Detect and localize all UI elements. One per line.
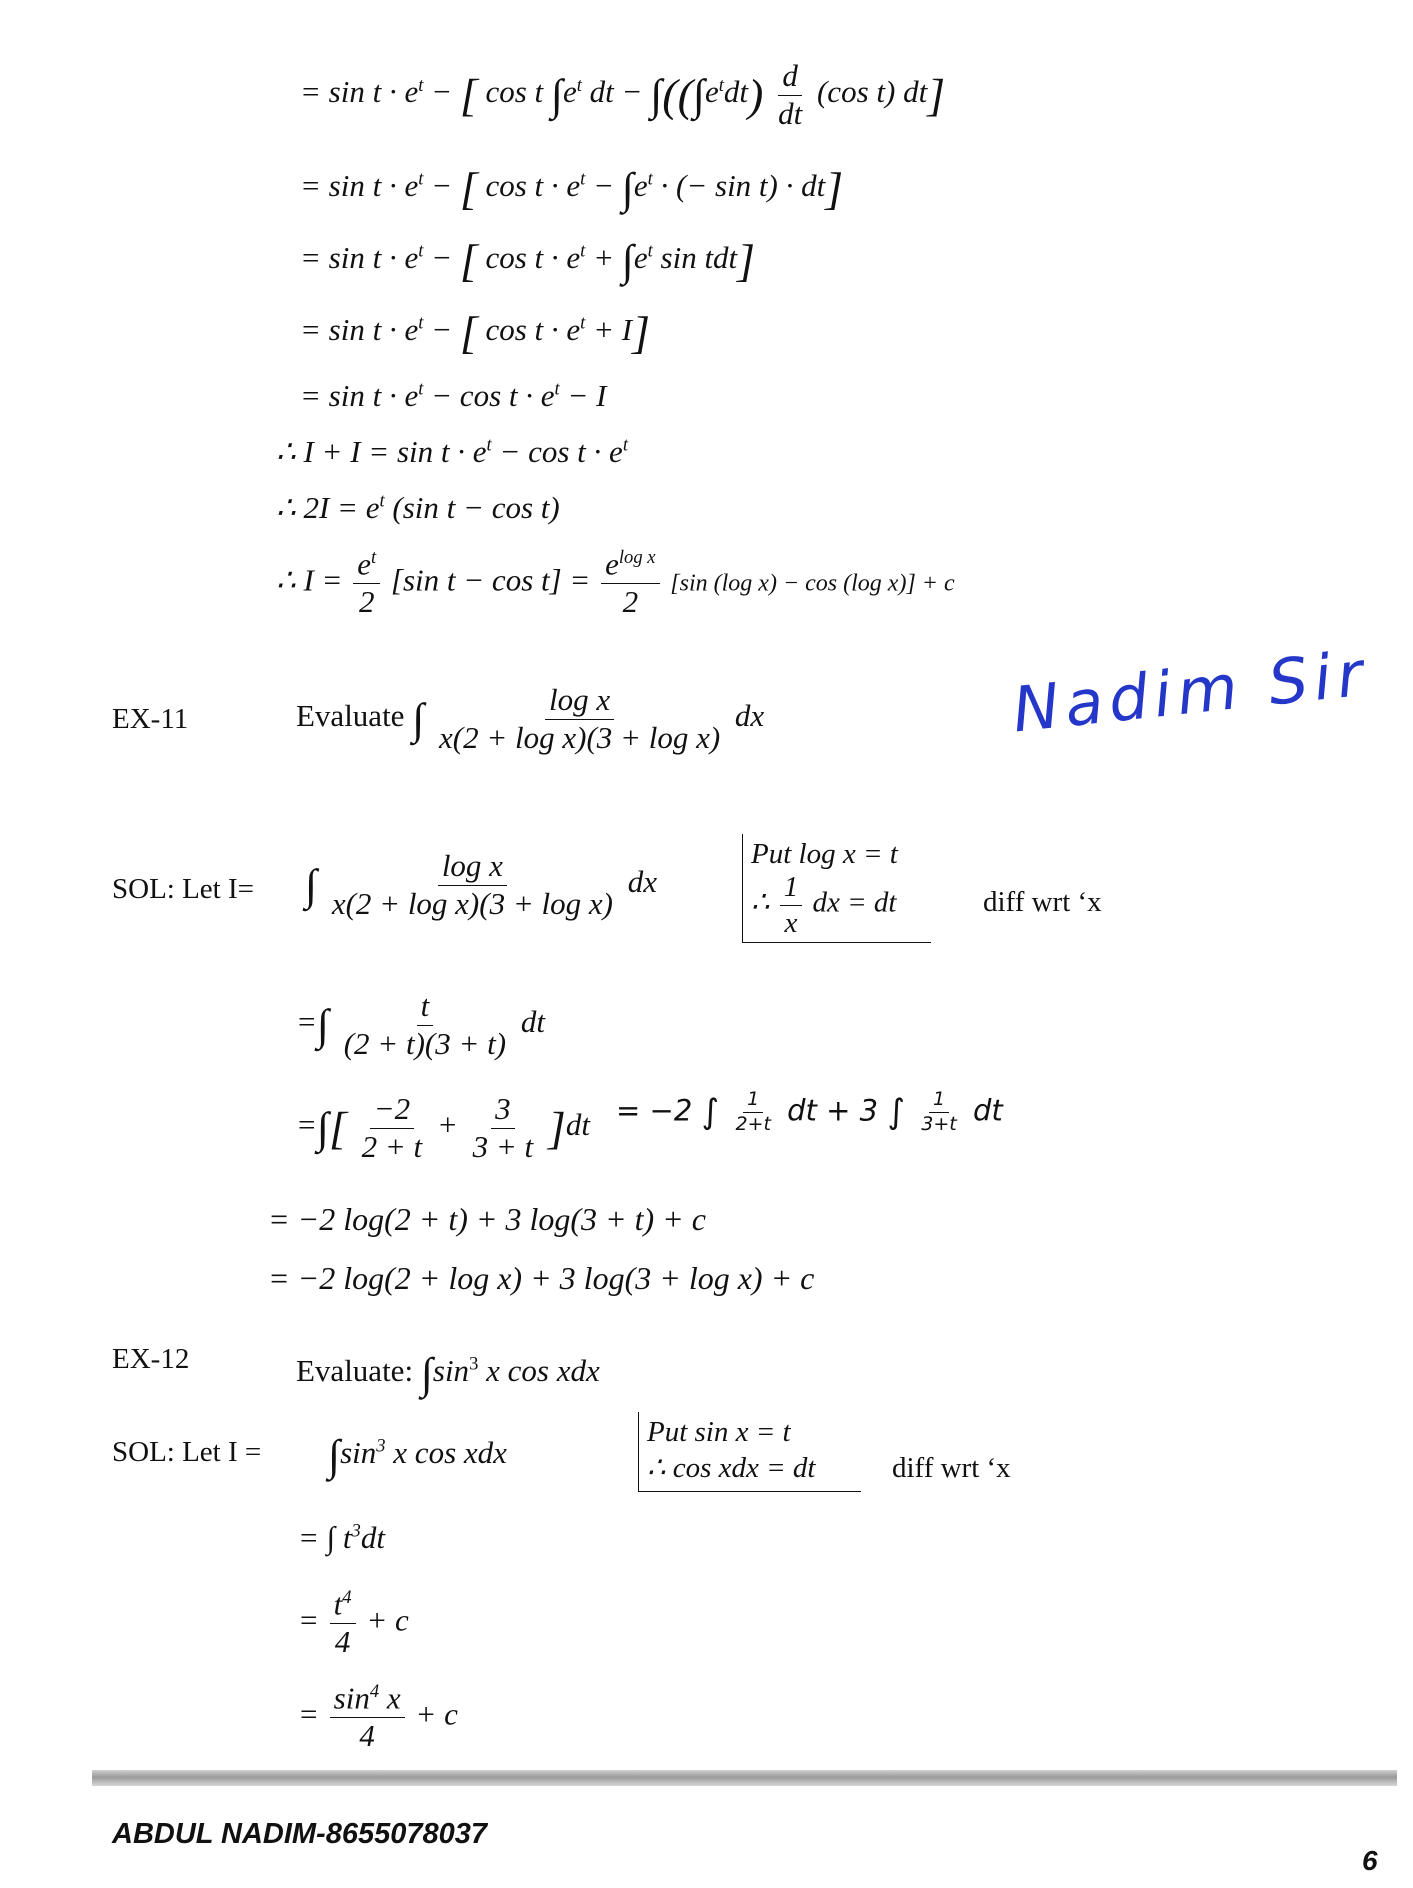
exponent: t bbox=[580, 168, 586, 190]
ex12-statement: Evaluate: $\int\sin^3$ x cos xdx bbox=[296, 1349, 600, 1398]
text: = sin t · e bbox=[300, 74, 419, 110]
substitution-box-12 bbox=[638, 1412, 861, 1492]
text: dt bbox=[565, 1107, 590, 1143]
page-number: 6 bbox=[1362, 1845, 1378, 1876]
text: Evaluate bbox=[296, 698, 405, 734]
text: [sin t − cos t] = bbox=[390, 562, 591, 598]
diff-note-12: diff wrt ‘x bbox=[892, 1452, 1011, 1484]
text: = sin t · e bbox=[300, 239, 419, 275]
diff-note-11: diff wrt ‘x bbox=[983, 886, 1102, 918]
text: − cos t · e bbox=[499, 434, 623, 469]
text: − I bbox=[567, 378, 607, 413]
fraction-denominator: (2 + t)(3 + t) bbox=[343, 1025, 507, 1061]
exponent: t bbox=[418, 240, 424, 262]
exponent: t bbox=[418, 168, 424, 190]
fraction-numerator: e bbox=[605, 546, 619, 582]
example-label-12: EX-12 bbox=[112, 1343, 190, 1375]
handwritten-signature: Nadim Sir bbox=[1009, 636, 1372, 747]
substitution-line: Put sin x = t bbox=[647, 1416, 791, 1448]
text: x cos xdx bbox=[486, 1352, 600, 1388]
text: (sin t − cos t) bbox=[392, 490, 560, 525]
text: dt bbox=[360, 1520, 385, 1555]
substitution-box-11 bbox=[742, 834, 931, 943]
substitution-line: ∴ cos xdx = dt bbox=[647, 1452, 816, 1485]
ex12-step-2: = $\frac{t^4}{4}$ + c bbox=[298, 1586, 409, 1659]
exponent: t bbox=[379, 490, 385, 512]
text: ∴ bbox=[751, 886, 770, 919]
fraction-denominator: x(2 + log x)(3 + log x) bbox=[439, 719, 721, 755]
exponent: t bbox=[647, 168, 653, 190]
exponent: 3 bbox=[469, 1353, 479, 1375]
fraction-denominator: 2 bbox=[622, 583, 639, 619]
fraction-numerator: 3 bbox=[491, 1093, 515, 1129]
fraction-numerator: t bbox=[333, 1586, 343, 1622]
fraction-denominator: 4 bbox=[359, 1717, 375, 1753]
exponent: t bbox=[370, 547, 377, 568]
text: x bbox=[386, 1680, 401, 1716]
exponent: t bbox=[718, 74, 724, 96]
derivation-line-4: = $\sin t \cdot e^t$ − [ $\cos t \cdot e^t + I$] bbox=[300, 307, 650, 358]
text: cos t · e bbox=[485, 311, 581, 347]
text: e bbox=[704, 74, 719, 110]
text: e bbox=[562, 74, 577, 110]
text: dt − bbox=[589, 74, 643, 110]
fraction-denominator: 3+t bbox=[921, 1112, 957, 1135]
fraction-numerator: log x bbox=[438, 850, 507, 886]
text: dt + 3 bbox=[787, 1093, 879, 1128]
fraction-denominator: 2 + t bbox=[361, 1128, 423, 1164]
exponent: t bbox=[576, 74, 582, 96]
derivation-line-8 bbox=[276, 548, 955, 618]
ex11-step-1: =∫ $\frac{t}{(2 + t)(3 + t)}$ dt bbox=[296, 988, 545, 1061]
text: sin bbox=[432, 1352, 470, 1388]
exponent: t bbox=[647, 240, 653, 262]
text: dt bbox=[520, 1004, 545, 1040]
fraction-numerator: log x bbox=[545, 684, 614, 720]
exponent: 3 bbox=[376, 1435, 386, 1457]
text: e bbox=[633, 239, 648, 275]
ex12-step-1 bbox=[298, 1522, 385, 1553]
fraction-denominator: x(2 + log x)(3 + log x) bbox=[331, 885, 613, 921]
text: = sin t · e bbox=[300, 311, 419, 347]
fraction-numerator: 1 bbox=[780, 872, 803, 905]
ex11-statement: Evaluate ∫ $\frac{\text{log x}}{\text{x(2 + log x)(3 + log x)}}$ dx bbox=[296, 682, 765, 755]
text: dt bbox=[723, 74, 749, 110]
fraction-denominator: 2+t bbox=[735, 1112, 771, 1135]
fraction-denominator: dt bbox=[778, 95, 803, 131]
exponent: t bbox=[580, 312, 586, 334]
fraction-denominator: x bbox=[784, 906, 798, 939]
ex11-step-2-right: = −2 ∫ $\frac{1}{2+t}$ dt + 3 ∫ $\frac{1}{3+t}$ dt bbox=[616, 1088, 1003, 1135]
fraction-numerator: d bbox=[778, 60, 802, 96]
fraction-numerator: 1 bbox=[929, 1090, 949, 1113]
solution-label-11: SOL: Let I= bbox=[112, 873, 254, 905]
text: = sin t · e bbox=[300, 378, 419, 413]
text: sin bbox=[340, 1434, 377, 1470]
text: cos t · e bbox=[485, 167, 581, 203]
exponent: t bbox=[622, 434, 628, 456]
text: sin tdt bbox=[660, 239, 738, 275]
exponent: t bbox=[418, 378, 424, 400]
text: dt bbox=[972, 1093, 1003, 1128]
derivation-line-2: = $\sin t \cdot e^t$ − [ $\cos t \cdot e^t - \int e^t$ · (− sin t) · dt] bbox=[300, 163, 844, 214]
derivation-line-5 bbox=[300, 380, 606, 411]
derivation-line-3: = $\sin t \cdot e^t$ − [ $\cos t \cdot e^t + \int e^t$ sin tdt] bbox=[300, 235, 756, 286]
text: cos t bbox=[485, 74, 544, 110]
footer-divider bbox=[92, 1770, 1397, 1786]
ex12-integral: $\int\sin^3$ x cos xdx bbox=[328, 1431, 507, 1480]
footer-author: ABDUL NADIM-8655078037 bbox=[112, 1818, 488, 1850]
text: (cos t) dt bbox=[816, 74, 928, 110]
text: dx bbox=[627, 864, 657, 900]
exponent: t bbox=[486, 434, 492, 456]
ex11-integral: ∫ $\frac{\text{log x}}{\text{x(2 + log x)(3 + log x)}}$ dx bbox=[305, 848, 657, 921]
ex12-step-3: = $\frac{\sin^4 x}{4}$ + c bbox=[298, 1680, 458, 1753]
example-label-11: EX-11 bbox=[112, 703, 189, 735]
exponent: 3 bbox=[351, 1520, 361, 1542]
derivation-line-6 bbox=[276, 436, 628, 467]
fraction-denominator: 2 bbox=[358, 583, 375, 619]
exponent: 4 bbox=[342, 1587, 352, 1608]
text: [sin (log x) − cos (log x)] + c bbox=[670, 570, 955, 597]
text: dx bbox=[734, 698, 765, 734]
exponent: t bbox=[554, 378, 560, 400]
exponent: t bbox=[580, 240, 586, 262]
text: ∴ 2I = e bbox=[276, 490, 380, 525]
text: + c bbox=[415, 1696, 458, 1732]
text: Evaluate: bbox=[296, 1352, 414, 1388]
text: dx = dt bbox=[812, 886, 897, 919]
fraction-numerator: e bbox=[357, 546, 371, 582]
text: − cos t · e bbox=[431, 378, 555, 413]
fraction-denominator: 4 bbox=[334, 1623, 351, 1659]
fraction-numerator: t bbox=[417, 990, 434, 1026]
ex11-step-3: = −2 log(2 + t) + 3 log(3 + t) + c bbox=[268, 1201, 706, 1237]
text: e bbox=[633, 167, 648, 203]
fraction-numerator: 1 bbox=[743, 1090, 763, 1113]
derivation-line-7 bbox=[276, 492, 560, 523]
substitution-line bbox=[751, 872, 923, 938]
text: cos t · e bbox=[485, 239, 581, 275]
text: + c bbox=[366, 1602, 409, 1638]
exponent: t bbox=[418, 74, 424, 96]
exponent: log x bbox=[618, 547, 656, 568]
ex11-step-2: =∫[ $\frac{-2}{2 + t}$ + $\frac{3}{3 + t}$ ]dt bbox=[296, 1091, 590, 1164]
fraction-numerator: −2 bbox=[370, 1093, 414, 1129]
text: = sin t · e bbox=[300, 167, 419, 203]
text: ∴ I = bbox=[276, 562, 343, 598]
fraction-numerator: sin bbox=[333, 1680, 370, 1716]
text: = ∫ t bbox=[298, 1520, 352, 1555]
text: = −2 bbox=[616, 1093, 693, 1128]
derivation-line-1: = $\sin t \cdot e^t$ − [ cos t $\int e^t$ dt − $\int((\int e^tdt)$ $\frac{d}{dt}$ (cos t) dt] bbox=[300, 58, 946, 131]
fraction-denominator: 3 + t bbox=[472, 1128, 534, 1164]
exponent: t bbox=[418, 312, 424, 334]
text: + I bbox=[593, 311, 633, 347]
ex11-step-4: = −2 log(2 + log x) + 3 log(3 + log x) + c bbox=[268, 1260, 815, 1296]
text: · (− sin t) · dt bbox=[660, 167, 826, 203]
solution-label-12: SOL: Let I = bbox=[112, 1436, 262, 1468]
text: ∴ I + I = sin t · e bbox=[276, 434, 487, 469]
exponent: 4 bbox=[369, 1681, 380, 1702]
text: x cos xdx bbox=[393, 1434, 507, 1470]
substitution-line: Put log x = t bbox=[751, 838, 898, 870]
